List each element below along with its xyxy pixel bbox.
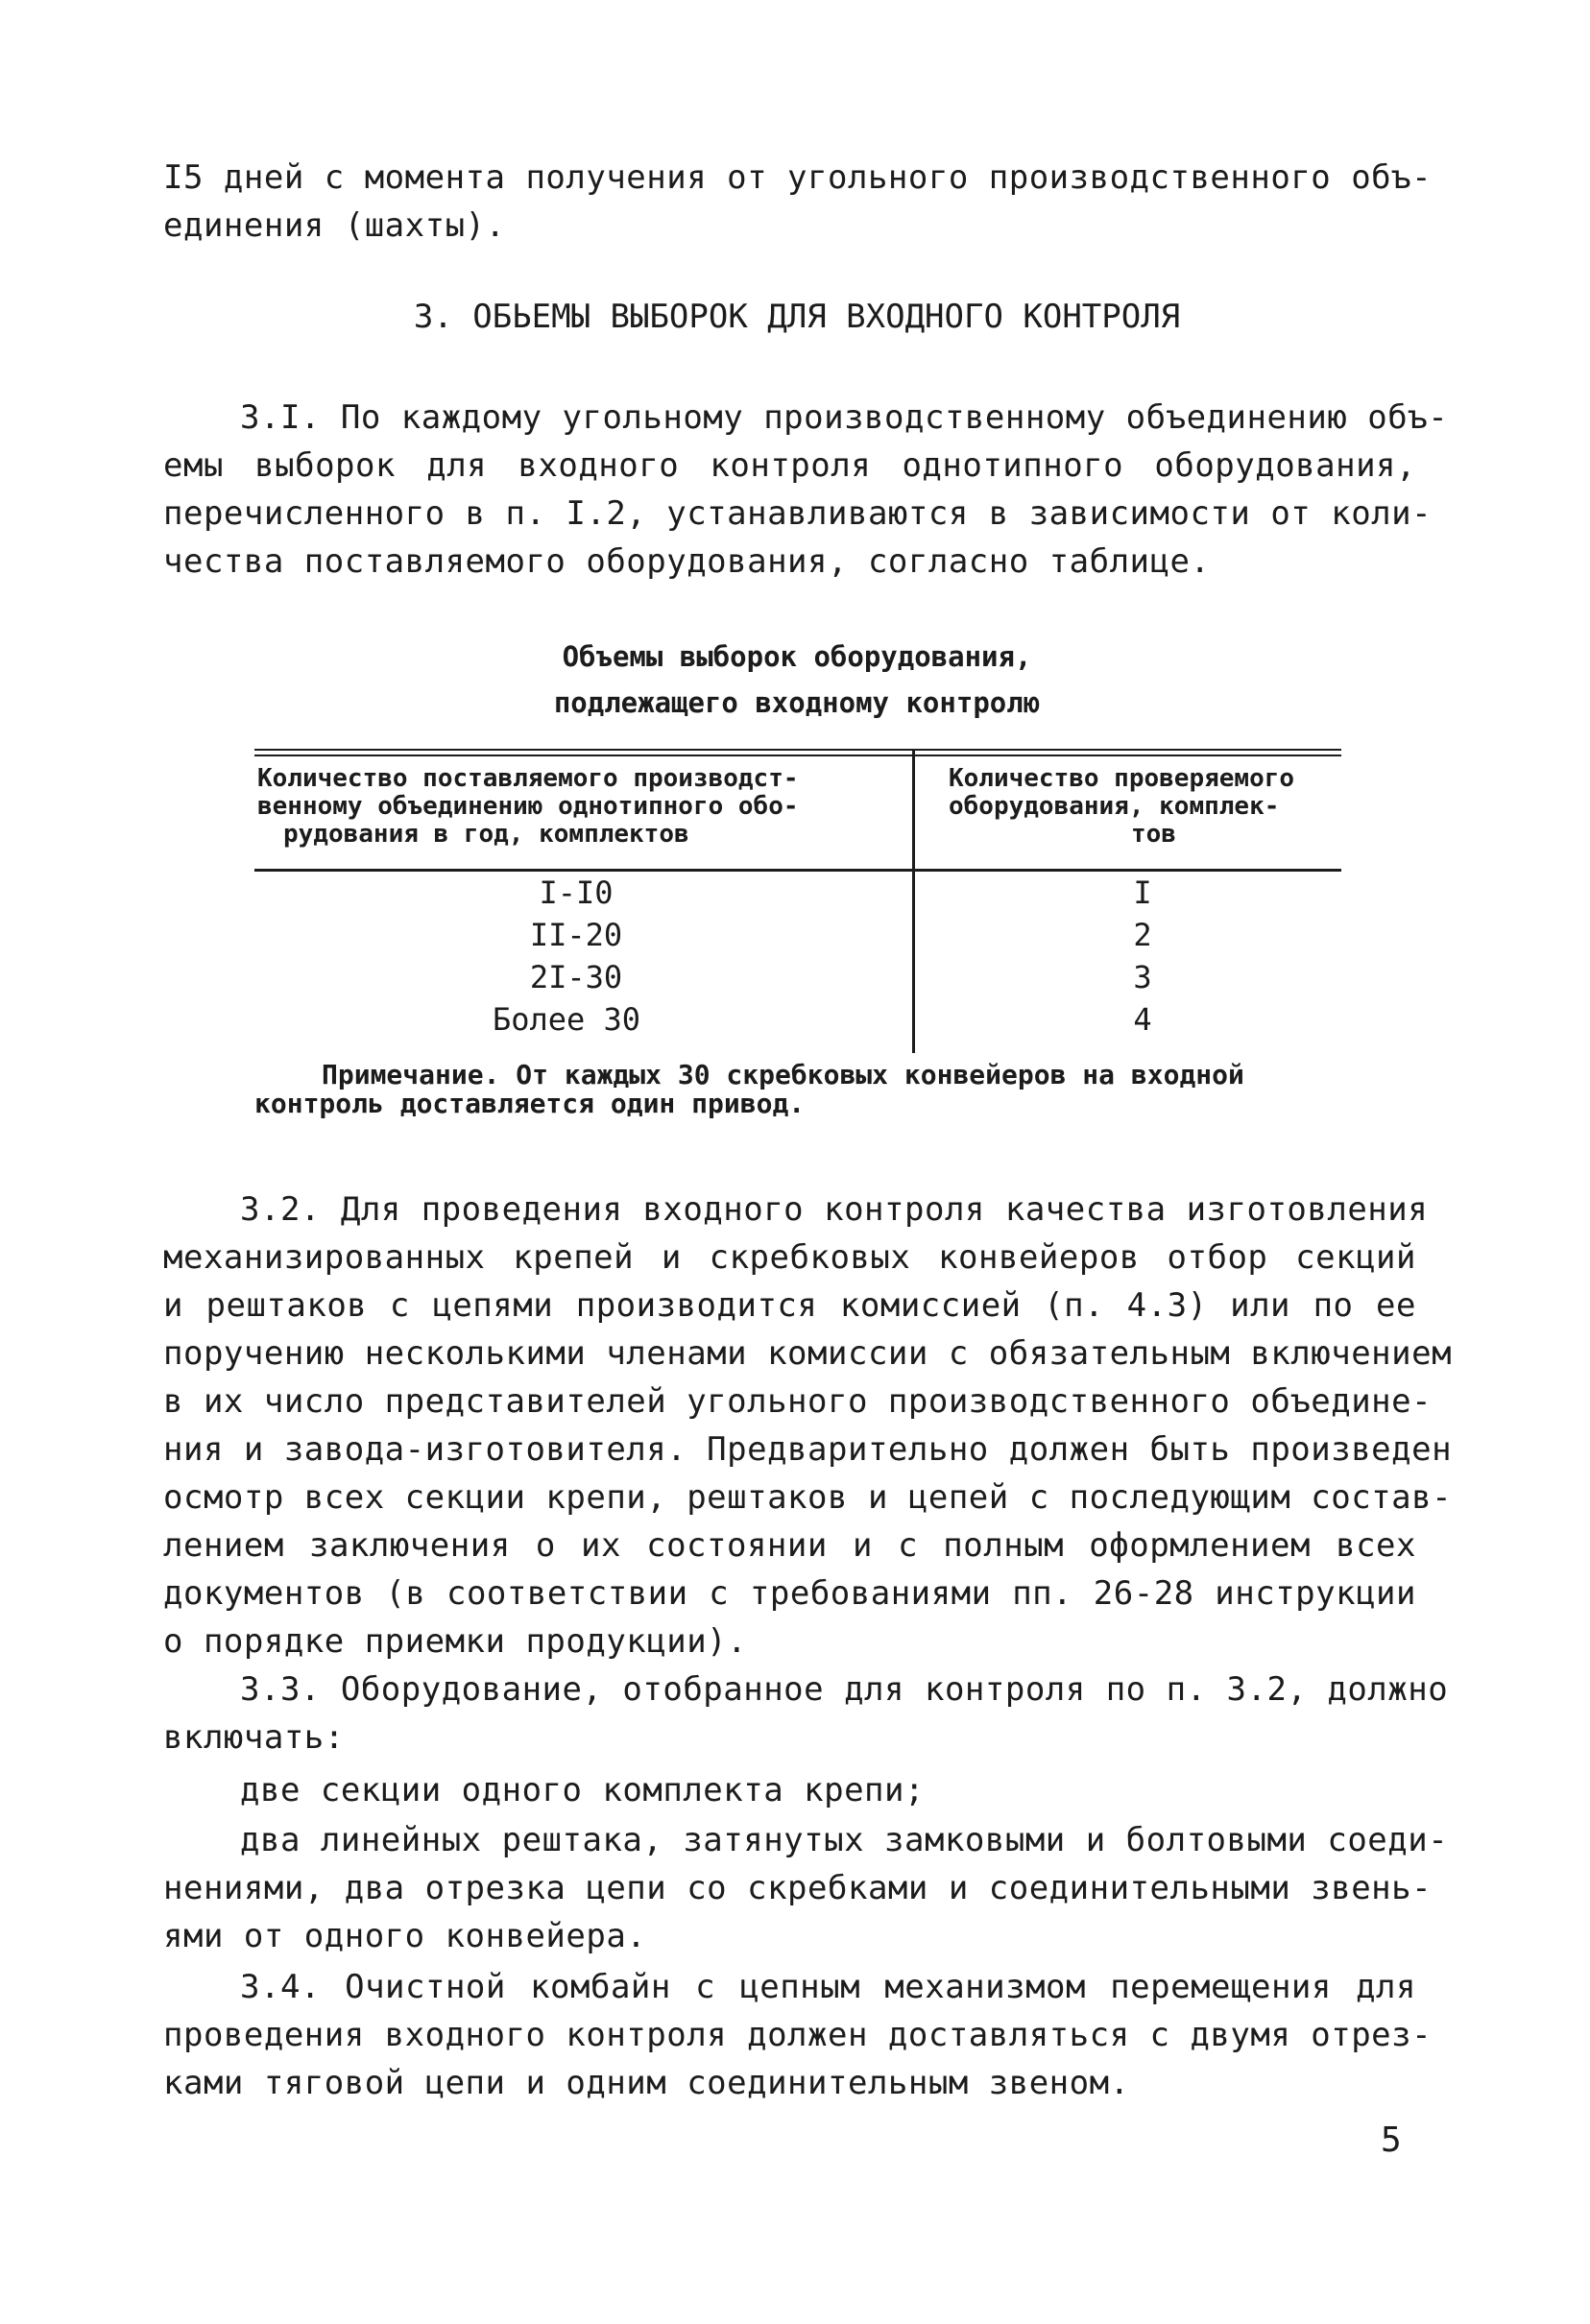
- table-row-2-check: 2: [1133, 917, 1152, 953]
- p32-line-4: поручению несколькими членами комиссии с обязательным включением: [163, 1334, 1453, 1373]
- intro-line-1: I5 дней с момента получения от угольного производственного объ-: [163, 158, 1433, 197]
- table-header-right-line-3: тов: [1131, 820, 1176, 849]
- table-caption-line-2: подлежащего входному контролю: [553, 686, 1041, 719]
- table-note-line-2: контроль доставляется один привод.: [254, 1088, 806, 1119]
- table-column-divider: [912, 751, 915, 1053]
- p31-line-3: перечисленного в п. I.2, устанавливаются в зависимости от коли-: [163, 494, 1433, 533]
- table-note-line-1: Примечание. От каждых 30 скребковых конвейеров на входной: [322, 1059, 1244, 1090]
- p34-line-2: проведения входного контроля должен доставляться с двумя отрез-: [163, 2016, 1433, 2054]
- p32-line-8: лением заключения о их состоянии и с полным оформлением всех: [163, 1526, 1416, 1565]
- p32-line-3: и рештаков с цепями производится комиссией (п. 4.3) или по ее: [163, 1286, 1416, 1325]
- table-header-left-line-3: рудования в год, комплектов: [283, 820, 689, 849]
- p33-line-3: две секции одного комплекта крепи;: [240, 1771, 925, 1809]
- p31-line-4: чества поставляемого оборудования, согласно таблице.: [163, 542, 1211, 581]
- p32-line-7: осмотр всех секции крепи, рештаков и цепей с последующим состав-: [163, 1478, 1453, 1517]
- page-number: 5: [1381, 2120, 1402, 2160]
- table-header-right-line-2: оборудования, комплек-: [949, 792, 1280, 821]
- p32-line-9: документов (в соответствии с требованиями пп. 26-28 инструкции: [163, 1574, 1416, 1613]
- p32-line-10: о порядке приемки продукции).: [163, 1622, 748, 1661]
- table-caption-line-1: Объемы выборок оборудования,: [562, 640, 1032, 673]
- table-header-left-line-1: Количество поставляемого производст-: [257, 764, 799, 793]
- table-header-left-line-2: венному объединению однотипного обо-: [257, 792, 799, 821]
- p32-line-2: механизированных крепей и скребковых конвейеров отбор секций: [163, 1238, 1416, 1277]
- p33-line-1: 3.3. Оборудование, отобранное для контроля по п. 3.2, должно: [240, 1670, 1449, 1709]
- table-row-4-check: 4: [1133, 1001, 1152, 1038]
- table-top-rule: [254, 749, 1341, 751]
- table-row-4-qty: Более 30: [492, 1001, 641, 1038]
- table-row-1-qty: I-I0: [539, 874, 614, 911]
- table-row-3-check: 3: [1133, 959, 1152, 995]
- table-header-right-line-1: Количество проверяемого: [949, 764, 1295, 793]
- p31-line-2: емы выборок для входного контроля однотипного оборудования,: [163, 446, 1416, 485]
- table-top-rule-secondary: [254, 755, 1341, 756]
- intro-line-2: единения (шахты).: [163, 206, 506, 245]
- p33-line-4: два линейных рештака, затянутых замковыми и болтовыми соеди-: [240, 1821, 1449, 1859]
- p33-line-6: ями от одного конвейера.: [163, 1917, 647, 1955]
- p32-line-5: в их число представителей угольного производственного объедине-: [163, 1382, 1433, 1421]
- table-row-3-qty: 2I-30: [529, 959, 623, 995]
- section-heading: 3. ОБЬЕМЫ ВЫБОРОК ДЛЯ ВХОДНОГО КОНТРОЛЯ: [413, 298, 1181, 336]
- p32-line-6: ния и завода-изготовителя. Предварительно должен быть произведен: [163, 1430, 1453, 1469]
- table-row-2-qty: II-20: [529, 917, 623, 953]
- p34-line-3: ками тяговой цепи и одним соединительным звеном.: [163, 2064, 1130, 2102]
- table-row-1-check: I: [1133, 874, 1152, 911]
- p31-line-1: 3.I. По каждому угольному производственному объединению объ-: [240, 398, 1449, 437]
- p34-line-1: 3.4. Очистной комбайн с цепным механизмом перемещения для: [240, 1968, 1416, 2006]
- p33-line-5: нениями, два отрезка цепи со скребками и соединительными звень-: [163, 1869, 1433, 1907]
- p33-line-2: включать:: [163, 1718, 345, 1757]
- p32-line-1: 3.2. Для проведения входного контроля качества изготовления: [240, 1190, 1429, 1229]
